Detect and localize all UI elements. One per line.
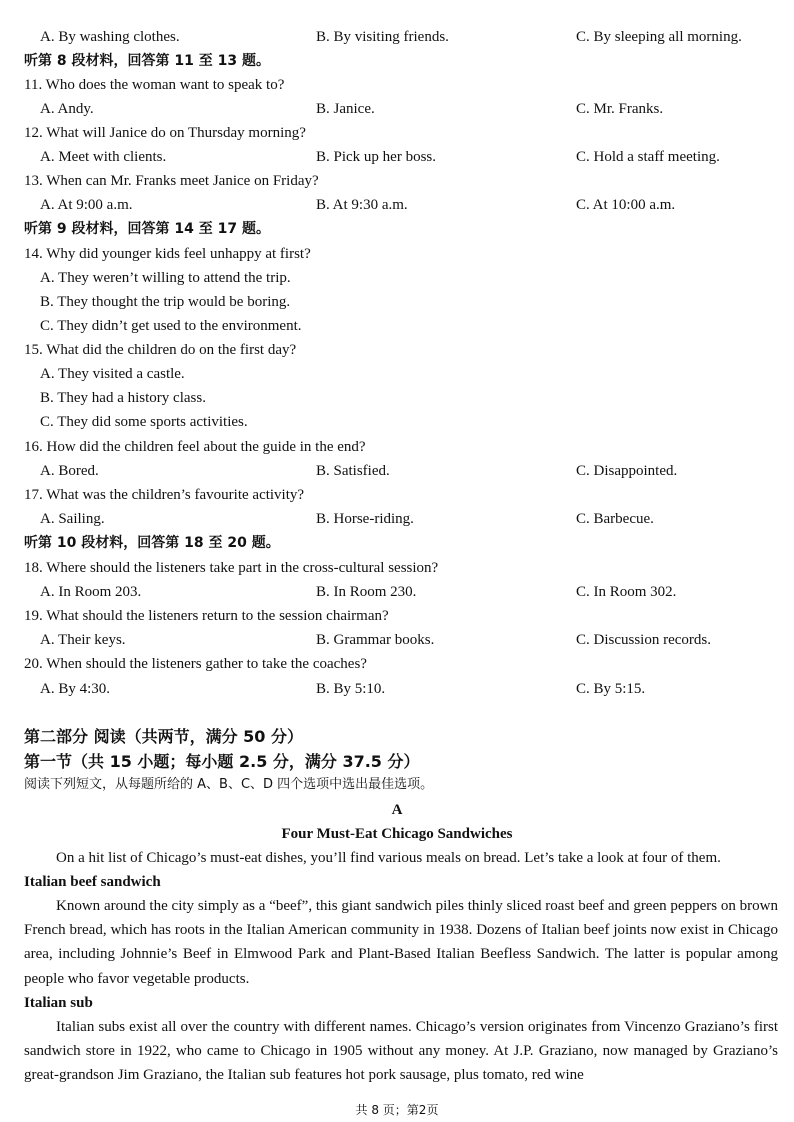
q20-option-b: B. By 5:10. <box>316 681 386 697</box>
q15-option-c: C. They did some sports activities. <box>40 414 248 430</box>
q11-option-a: A. Andy. <box>40 101 94 117</box>
subheading-italian-beef: Italian beef sandwich <box>24 874 161 890</box>
q13-option-a: A. At 9:00 a.m. <box>40 197 133 213</box>
q19-row <box>0 604 794 628</box>
q16-option-a: A. Bored. <box>40 463 99 479</box>
q10-option-a: A. By washing clothes. <box>40 29 180 45</box>
reading-instructions: 阅读下列短文，从每题所给的 A、B、C、D 四个选项中选出最佳选项。 <box>24 777 434 792</box>
page-footer: 共 8 页；第2页 <box>355 1103 439 1117</box>
q18-options <box>0 580 794 604</box>
q14-row <box>0 242 794 266</box>
part2-section1-title: 第一节（共 15 小题；每小题 2.5 分，满分 37.5 分） <box>24 752 420 771</box>
part2-title-row <box>0 724 794 750</box>
part2-title: 第二部分 阅读（共两节，满分 50 分） <box>24 727 303 746</box>
passage-letter-row <box>0 798 794 822</box>
q14-option-c: C. They didn’t get used to the environment. <box>40 318 302 334</box>
q15-option-b: B. They had a history class. <box>40 390 206 406</box>
subheading-italian-sub: Italian sub <box>24 995 93 1011</box>
paragraph-italian-sub: Italian subs exist all over the country with different names. Chicago’s version originates from Vincenzo Graziano’s first sandwich store in 1922, who came to Chicago in 1905 without any money. At J.P. Graziano, now managed by Graziano’s great-grandson Jim Graziano, the Italian sub features hot pork sausage, plus tomato, red wine <box>24 1019 778 1084</box>
q15-stem: 15. What did the children do on the first day? <box>24 342 297 358</box>
q17-stem: 17. What was the children’s favourite activity? <box>24 487 305 503</box>
q19-option-a: A. Their keys. <box>40 632 126 648</box>
q19-options <box>0 628 794 652</box>
q19-option-c: C. Discussion records. <box>576 632 711 648</box>
q13-row <box>0 169 794 193</box>
q17-option-c: C. Barbecue. <box>576 511 654 527</box>
passage-title-row <box>0 822 794 846</box>
q13-options <box>0 193 794 217</box>
q20-row <box>0 652 794 676</box>
paragraph-italian-beef: Known around the city simply as a “beef”, this giant sandwich piles thinly sliced roast beef and green peppers on brown French bread, which has roots in the Italian American community in 1938. Dozens of Italian beef joints now exist in Chicago area, including Johnnie’s Beef in Elmwood Park and Plant-Based Italian Beefless Sandwich. The latter is popular among people who favor vegetable products. <box>24 898 778 987</box>
q20-stem: 20. When should the listeners gather to take the coaches? <box>24 656 367 672</box>
q11-option-b: B. Janice. <box>316 101 375 117</box>
passage-letter: A <box>391 802 403 818</box>
q15-option-b-row <box>0 386 794 410</box>
q20-option-a: A. By 4:30. <box>40 681 111 697</box>
q14-option-b: B. They thought the trip would be boring. <box>40 294 291 310</box>
q11-option-c: C. Mr. Franks. <box>576 101 664 117</box>
q11-stem: 11. Who does the woman want to speak to? <box>24 77 285 93</box>
q18-option-a: A. In Room 203. <box>40 584 142 600</box>
q18-option-c: C. In Room 302. <box>576 584 677 600</box>
section9-row <box>0 217 794 241</box>
q17-option-b: B. Horse-riding. <box>316 511 414 527</box>
q14-option-a: A. They weren’t willing to attend the trip. <box>40 270 291 286</box>
q14-option-c-row <box>0 314 794 338</box>
q12-option-c: C. Hold a staff meeting. <box>576 149 720 165</box>
q20-option-c: C. By 5:15. <box>576 681 646 697</box>
q10-option-c: C. By sleeping all morning. <box>576 29 742 45</box>
passage-intro: On a hit list of Chicago’s must-eat dishes, you’ll find various meals on bread. Let’s take a look at four of them. <box>56 850 721 866</box>
q20-options <box>0 677 794 701</box>
q15-row <box>0 338 794 362</box>
q16-options <box>0 459 794 483</box>
section10-row <box>0 531 794 555</box>
q19-stem: 19. What should the listeners return to the session chairman? <box>24 608 389 624</box>
instructions-row <box>0 773 794 797</box>
q18-row <box>0 556 794 580</box>
q17-row <box>0 483 794 507</box>
passage-title: Four Must-Eat Chicago Sandwiches <box>281 826 513 842</box>
q12-row <box>0 121 794 145</box>
q12-option-b: B. Pick up her boss. <box>316 149 436 165</box>
section9-heading: 听第 9 段材料，回答第 14 至 17 题。 <box>24 221 270 237</box>
q10-options <box>0 25 794 49</box>
q16-option-c: C. Disappointed. <box>576 463 678 479</box>
section8-row <box>0 49 794 73</box>
part2-section1-row <box>0 749 794 775</box>
q16-stem: 16. How did the children feel about the guide in the end? <box>24 439 366 455</box>
section8-heading: 听第 8 段材料，回答第 11 至 13 题。 <box>24 53 270 69</box>
section10-heading: 听第 10 段材料，回答第 18 至 20 题。 <box>24 535 280 551</box>
q11-row <box>0 73 794 97</box>
q12-option-a: A. Meet with clients. <box>40 149 167 165</box>
q16-option-b: B. Satisfied. <box>316 463 390 479</box>
subheading1-row <box>0 870 794 894</box>
q18-option-b: B. In Room 230. <box>316 584 417 600</box>
q12-stem: 12. What will Janice do on Thursday morning? <box>24 125 306 141</box>
q12-options <box>0 145 794 169</box>
q13-option-c: C. At 10:00 a.m. <box>576 197 676 213</box>
q15-option-a-row <box>0 362 794 386</box>
q15-option-a: A. They visited a castle. <box>40 366 185 382</box>
subheading2-row <box>0 991 794 1015</box>
q17-option-a: A. Sailing. <box>40 511 105 527</box>
q14-stem: 14. Why did younger kids feel unhappy at first? <box>24 246 311 262</box>
q16-row <box>0 435 794 459</box>
q15-option-c-row <box>0 410 794 434</box>
q13-stem: 13. When can Mr. Franks meet Janice on Friday? <box>24 173 319 189</box>
q10-option-b: B. By visiting friends. <box>316 29 449 45</box>
q17-options <box>0 507 794 531</box>
q11-options <box>0 97 794 121</box>
q13-option-b: B. At 9:30 a.m. <box>316 197 408 213</box>
q14-option-a-row <box>0 266 794 290</box>
q14-option-b-row <box>0 290 794 314</box>
q18-stem: 18. Where should the listeners take part in the cross-cultural session? <box>24 560 439 576</box>
q19-option-b: B. Grammar books. <box>316 632 435 648</box>
